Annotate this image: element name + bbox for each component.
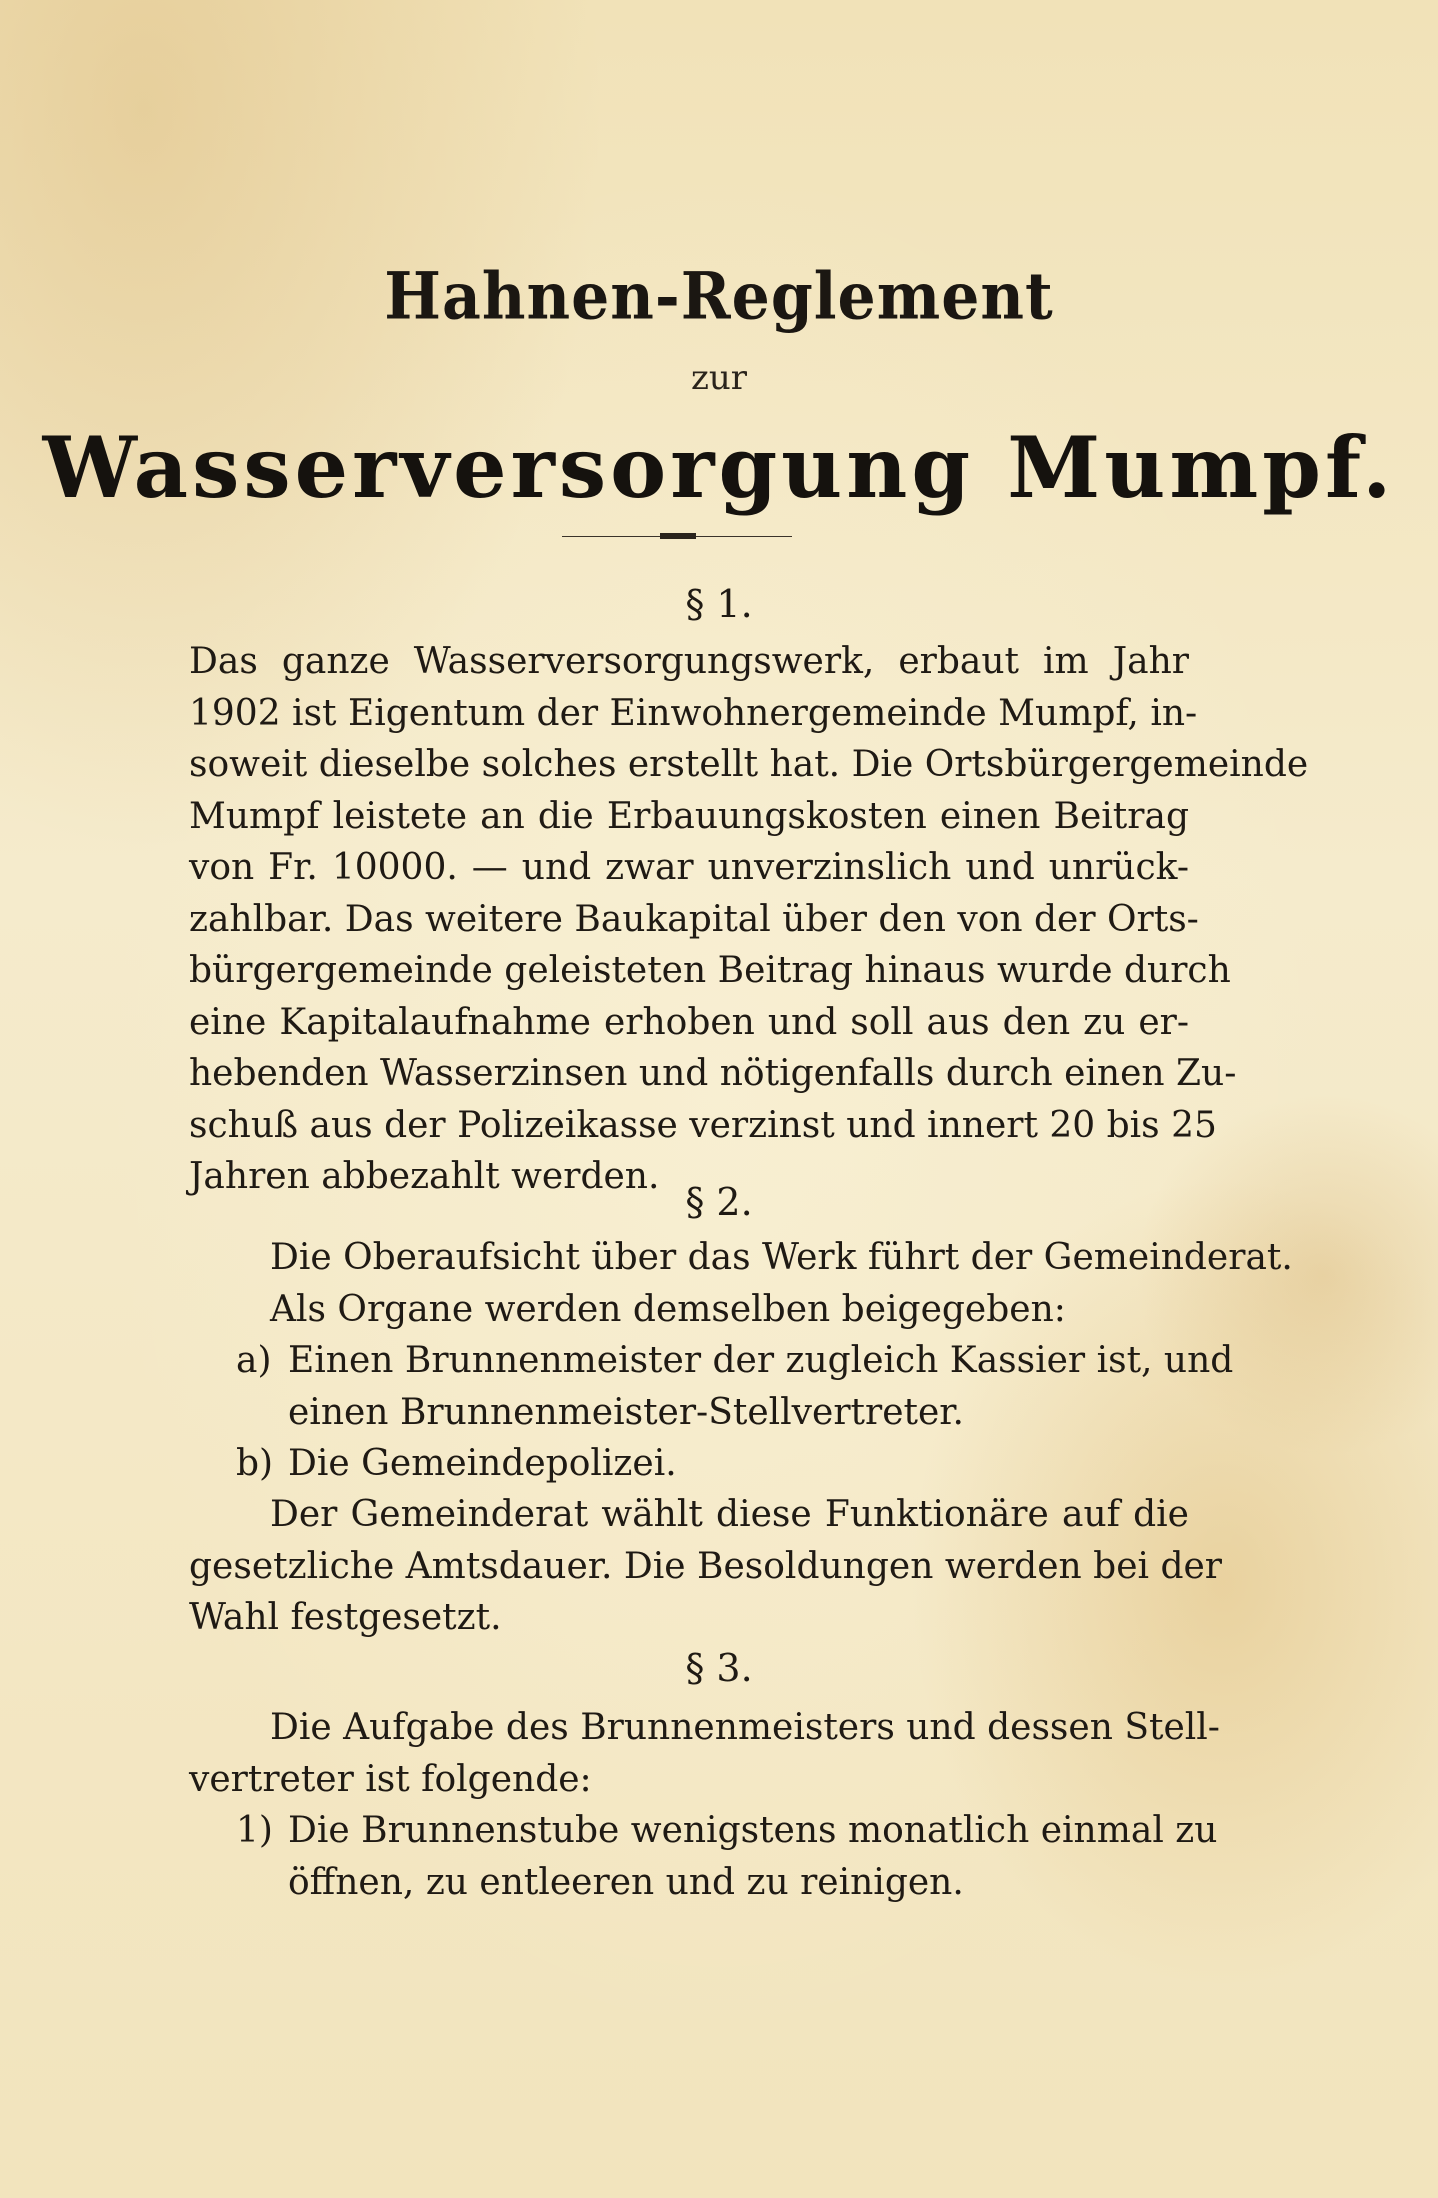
text-line: schuß aus der Polizeikasse verzinst und innert 20 bis 25 <box>189 1104 1217 1146</box>
text-line: Einen Brunnenmeister der zugleich Kassier ist, und <box>288 1340 1234 1381</box>
text-line: Der Gemeinderat wählt diese Funktionäre auf die <box>270 1494 1189 1535</box>
title-divider-ornament <box>660 533 696 539</box>
section-2-intro <box>270 1232 1293 1335</box>
section-3-heading: § 3. <box>685 1646 753 1690</box>
section-3-intro <box>189 1702 1220 1805</box>
text-line: vertreter ist folgende: <box>189 1758 592 1800</box>
document-subtitle: Wasserversorgung Mumpf. <box>42 418 1396 517</box>
text-line: einen Brunnenmeister-Stellvertreter. <box>288 1391 964 1433</box>
text-line: Als Organe werden demselben beigegeben: <box>270 1288 1066 1330</box>
document-title: Hahnen-Reglement <box>384 259 1054 335</box>
section-2-heading: § 2. <box>685 1180 753 1224</box>
section-3-item-1 <box>236 1805 1218 1908</box>
section-2-item-a <box>236 1335 1234 1438</box>
text-line: bürgergemeinde geleisteten Beitrag hinaus wurde durch <box>189 950 1231 991</box>
section-1-paragraph <box>189 636 1309 1203</box>
item-marker: a) <box>236 1340 272 1381</box>
title-connector: zur <box>690 358 748 398</box>
text-line: Die Aufgabe des Brunnenmeisters und dessen Stell- <box>270 1707 1220 1748</box>
text-line: Das ganze Wasserversorgungswerk, erbaut im Jahr <box>189 641 1189 682</box>
text-line: eine Kapitalaufnahme erhoben und soll aus den zu er- <box>189 1001 1189 1043</box>
text-line: Die Oberaufsicht über das Werk führt der Gemeinderat. <box>270 1237 1293 1278</box>
text-line: soweit dieselbe solches erstellt hat. Die Ortsbürgergemeinde <box>189 744 1309 785</box>
text-line: Wahl festgesetzt. <box>189 1597 502 1638</box>
text-line: Jahren abbezahlt werden. <box>189 1156 660 1197</box>
text-line: Die Brunnenstube wenigstens monatlich einmal zu <box>288 1810 1218 1851</box>
text-line: öffnen, zu entleeren und zu reinigen. <box>288 1861 964 1903</box>
text-line: Die Gemeindepolizei. <box>288 1443 677 1484</box>
section-2-outro <box>189 1489 1223 1644</box>
section-2-item-b <box>236 1438 1190 1490</box>
section-1-heading: § 1. <box>685 582 753 626</box>
item-marker: 1) <box>236 1810 273 1851</box>
text-line: zahlbar. Das weitere Baukapital über den von der Orts- <box>189 898 1199 940</box>
text-line: hebenden Wasserzinsen und nötigenfalls durch einen Zu- <box>189 1053 1237 1094</box>
item-marker: b) <box>236 1443 274 1484</box>
text-line: 1902 ist Eigentum der Einwohnergemeinde Mumpf, in- <box>189 692 1198 734</box>
text-line: gesetzliche Amtsdauer. Die Besoldungen werden bei der <box>189 1545 1223 1587</box>
text-line: Mumpf leistete an die Erbauungskosten einen Beitrag <box>189 795 1189 837</box>
text-line: von Fr. 10000. — und zwar unverzinslich und unrück- <box>189 847 1189 888</box>
